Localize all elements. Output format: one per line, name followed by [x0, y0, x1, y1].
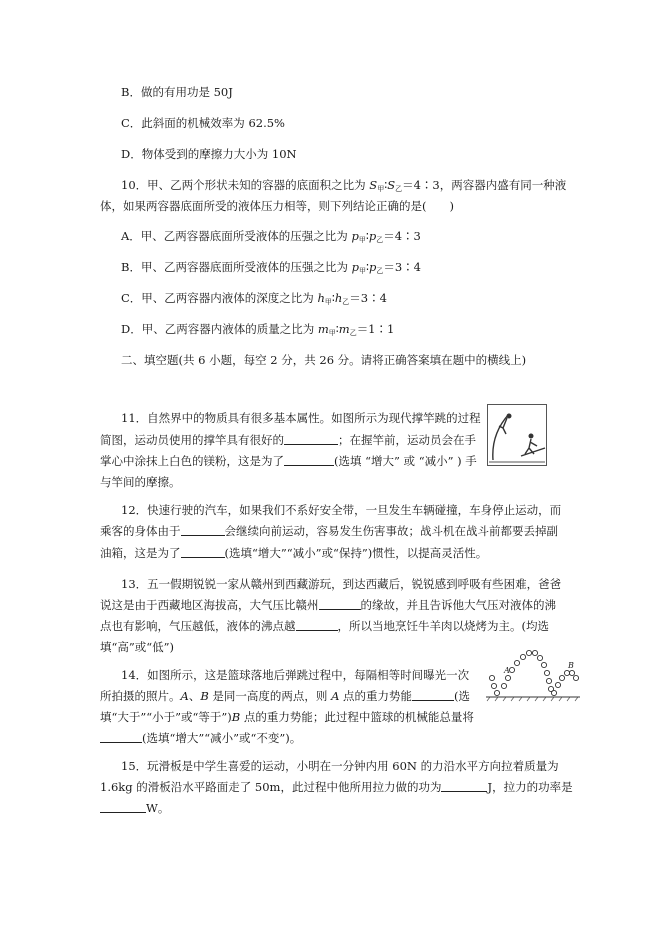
q10-option-d: D．甲、乙两容器内液体的质量之比为 $m_甲∶m_乙=1∶1$: [121, 322, 395, 337]
q13-line4: 填“高”或“低”): [100, 640, 175, 654]
point-a-label: A: [504, 666, 510, 675]
q15-line3: W。: [100, 800, 169, 816]
q12-line2: 乘客的身体由于 会继续向前运动，容易发生伤害事故；战斗机在战斗前都要丢掉副: [100, 524, 558, 538]
q15-line1: 15．玩滑板是中学生喜爱的运动，小明在一分钟内用 60N 的力沿水平方向拉着质量为: [121, 759, 559, 773]
q11-line4: 与竿间的摩擦。: [100, 475, 181, 489]
q10-option-c: C．甲、乙两容器内液体的深度之比为 $h_甲∶h_乙=3∶4$: [121, 291, 387, 306]
q14-blank-1[interactable]: [412, 689, 454, 701]
q13-blank-1[interactable]: [319, 598, 361, 610]
q11-line2: 简图，运动员使用的撑竿具有很好的 ；在握竿前，运动员会在手: [100, 433, 476, 447]
q12-line3: 油箱，这是为了 (选填“增大”“减小”或“保持”)惯性，以提高灵活性。: [100, 546, 488, 560]
section-heading: 二、填空题(共 6 小题，每空 2 分，共 26 分。请将正确答案填在题中的横线上): [121, 353, 527, 367]
pole-vault-figure: [487, 404, 547, 466]
q14-line1: 14．如图所示，这是篮球落地后弹跳过程中，每隔相等时间曝光一次: [121, 668, 470, 682]
q12-line1: 12．快速行驶的汽车，如果我们不系好安全带，一旦发生车辆碰撞，车身停止运动，而: [121, 503, 562, 517]
q12-blank-1[interactable]: [181, 524, 225, 536]
q15-blank-2[interactable]: [100, 801, 146, 813]
q13-line3: 点也有影响，气压越低，液体的沸点越 ，所以当地烹饪牛羊肉以烧烤为主。(均选: [100, 619, 549, 633]
q11-blank-2[interactable]: [284, 454, 334, 466]
point-b-label: B: [568, 661, 574, 670]
q15-blank-1[interactable]: [441, 780, 487, 792]
q14-line3: 填“大于”“小于”或“等于”)B 点的重力势能；此过程中篮球的机械能总量将: [100, 710, 474, 724]
q10-option-b: B．甲、乙两容器底面所受液体的压强之比为 $p_甲∶p_乙=3∶4$: [121, 260, 421, 275]
q13-line2: 说这是由于西藏地区海拔高，大气压比赣州 的缘故，并且告诉他大气压对液体的沸: [100, 598, 556, 612]
q11-blank-1[interactable]: [284, 433, 338, 445]
q14-line4: (选填“增大”“减小”或“不变”)。: [100, 730, 301, 746]
q10-stem-line1: 10．甲、乙两个形状未知的容器的底面积之比为 $S_甲∶S_乙=4∶3$，两容器内盛有同一种液: [121, 178, 567, 193]
basketball-bounce-figure: [484, 640, 582, 702]
q12-blank-2[interactable]: [181, 546, 225, 558]
q10-option-a: A．甲、乙两容器底面所受液体的压强之比为 $p_甲∶p_乙=4∶3$: [121, 229, 421, 244]
q15-line2: 1.6kg 的滑板沿水平路面走了 50m，此过程中他所用拉力做的功为 J，拉力的功率是: [100, 780, 573, 794]
q11-line3: 掌心中涂抹上白色的镁粉，这是为了 (选填 “增大” 或 “减小” ) 手: [100, 454, 477, 468]
q13-blank-2[interactable]: [296, 619, 338, 631]
q9-option-d: D．物体受到的摩擦力大小为 10N: [121, 147, 297, 161]
q10-stem-line2: 体，如果两容器底面所受的液体压力相等，则下列结论正确的是( ): [100, 199, 454, 213]
q14-blank-2[interactable]: [100, 731, 142, 743]
q9-option-c: C．此斜面的机械效率为 62.5%: [121, 116, 285, 130]
q11-line1: 11．自然界中的物质具有很多基本属性。如图所示为现代撑竿跳的过程: [121, 411, 481, 425]
q14-line2: 所拍摄的照片。A、B 是同一高度的两点，则 A 点的重力势能 (选: [100, 689, 471, 703]
q13-line1: 13．五一假期锐锐一家从赣州到西藏游玩，到达西藏后，锐锐感到呼吸有些困难，爸爸: [121, 577, 562, 591]
q9-option-b: B．做的有用功是 50J: [121, 85, 233, 99]
